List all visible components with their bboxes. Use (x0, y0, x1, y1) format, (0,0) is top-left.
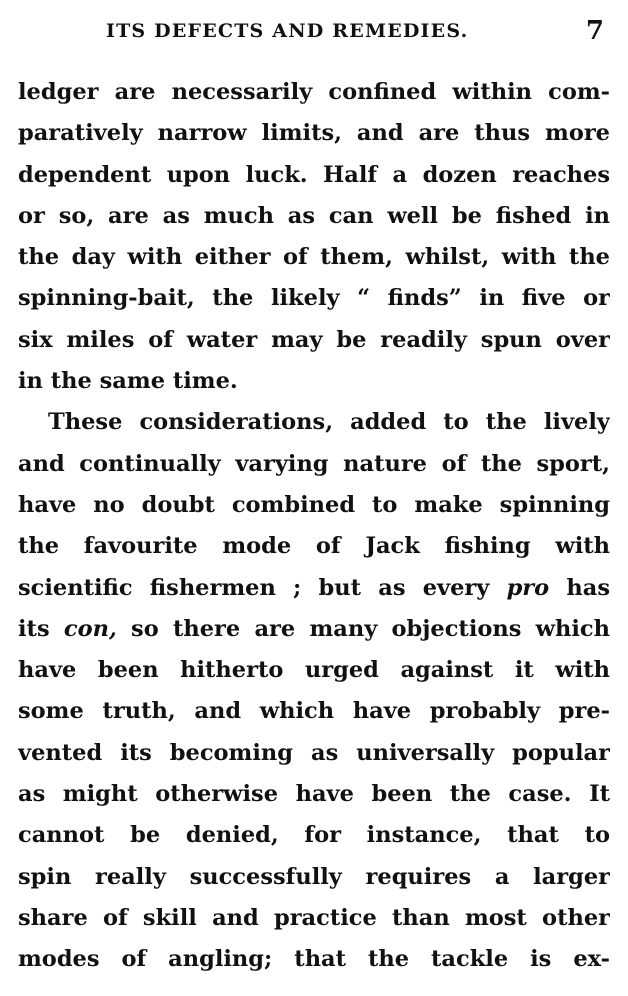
text-line: some truth, and which have probably pre- (18, 698, 610, 725)
text-line: the day with either of them, whilst, with the (18, 244, 610, 271)
text-line-with-italic (18, 568, 610, 609)
text-line: share of skill and practice than most other (18, 904, 610, 931)
text-run: has (549, 574, 610, 601)
running-head: ITS DEFECTS AND REMEDIES. (106, 20, 469, 42)
paragraph-2 (18, 402, 610, 980)
text-run: scientific fishermen ; but as every (18, 574, 507, 601)
text-run: its (18, 615, 64, 642)
text-line: have been hitherto urged against it with (18, 657, 610, 684)
text-line-with-italic (18, 609, 610, 650)
page-number: 7 (585, 16, 604, 46)
text-line: paratively narrow limits, and are thus more (18, 120, 610, 147)
text-line: vented its becoming as universally popular (18, 739, 610, 766)
text-line: or so, are as much as can well be fished in (18, 202, 610, 229)
text-line: spin really successfully requires a larger (18, 863, 610, 890)
text-line: modes of angling; that the tackle is ex- (18, 946, 610, 973)
italic-word-pro: pro (506, 574, 550, 601)
paragraph-1 (18, 72, 610, 402)
text-line: ledger are necessarily confined within com- (18, 79, 610, 105)
italic-word-con: con, (63, 615, 117, 642)
text-line: in the same time. (18, 368, 238, 395)
text-line: dependent upon luck. Half a dozen reaches (18, 161, 610, 188)
text-line: and continually varying nature of the sport, (18, 450, 610, 477)
text-line: six miles of water may be readily spun over (18, 326, 610, 353)
text-line: These considerations, added to the lively (48, 409, 610, 436)
page-header (18, 16, 610, 50)
text-line: the favourite mode of Jack fishing with (18, 533, 610, 560)
text-line: have no doubt combined to make spinning (18, 491, 610, 518)
text-line: as might otherwise have been the case. It (18, 781, 610, 808)
text-run: so there are many objections which (116, 615, 610, 642)
body-text (18, 72, 610, 981)
text-line: spinning-bait, the likely “ finds” in five or (18, 285, 610, 312)
text-line: cannot be denied, for instance, that to (18, 822, 610, 849)
